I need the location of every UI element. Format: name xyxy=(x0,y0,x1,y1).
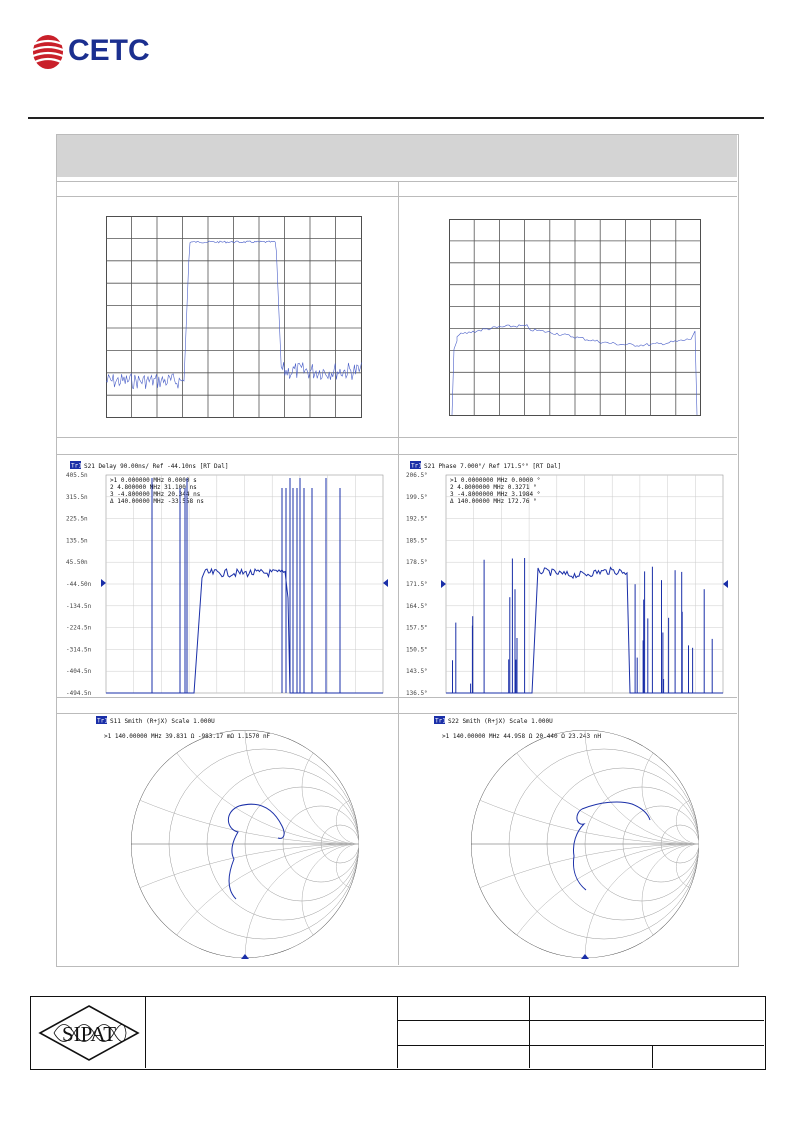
table-title-band xyxy=(57,135,737,177)
delay-marker-delta: Δ 140.00000 MHz -33.558 ns xyxy=(110,498,204,505)
phase-marker-delta: Δ 140.00000 MHz 172.76 ° xyxy=(450,498,537,505)
table-divider xyxy=(57,437,737,438)
delay-marker-3: 3 -4.800000 MHz 20.344 ns xyxy=(110,491,201,498)
y-tick-label: 150.5° xyxy=(406,646,428,654)
footer-row-divider xyxy=(397,1045,764,1046)
y-tick-label: -44.50n xyxy=(66,581,92,588)
y-tick-label: -404.5n xyxy=(66,668,92,676)
footer-divider xyxy=(652,1045,653,1068)
y-tick-label: -314.5n xyxy=(66,646,92,654)
s22-smith-chart xyxy=(404,714,734,964)
s22-marker: >1 140.00000 MHz 44.958 Ω 20.440 Ω 23.243 nH xyxy=(442,733,601,740)
delay-marker-2: 2 4.800000 MHz 31.100 ns xyxy=(110,484,197,491)
table-divider xyxy=(57,697,737,698)
y-tick-label: 225.5n xyxy=(66,515,88,523)
y-tick-label: 192.5° xyxy=(406,515,428,523)
s11-smith-grid xyxy=(64,714,394,964)
y-tick-label: -224.5n xyxy=(66,624,92,632)
trace-tag-label: Tr1 xyxy=(411,462,422,470)
phase-marker-2: 2 4.8000000 MHz 0.3271 ° xyxy=(450,484,537,491)
y-tick-label: 164.5° xyxy=(406,602,428,610)
y-tick-label: 315.5n xyxy=(66,493,88,501)
phase-header: S21 Phase 7.000°/ Ref 171.5°° [RT Dal] xyxy=(424,463,562,470)
trace-tag-label: Tr1 xyxy=(97,717,108,725)
header-rule xyxy=(28,117,764,119)
passband-trace xyxy=(452,325,697,415)
y-tick-label: 143.5° xyxy=(406,668,428,676)
ref-arrow-right xyxy=(723,580,728,588)
cetc-logo-text: CETC xyxy=(68,34,150,67)
ref-arrow-left xyxy=(101,579,106,587)
footer-divider xyxy=(397,996,398,1068)
y-tick-label: 45.50n xyxy=(66,559,88,567)
table-divider xyxy=(57,196,737,197)
footer-divider xyxy=(145,996,146,1068)
table-divider xyxy=(57,181,737,182)
s22-header: S22 Smith (R+jX) Scale 1.000U xyxy=(448,718,553,725)
phase-plot xyxy=(404,458,730,696)
y-tick-label: -134.5n xyxy=(66,602,92,610)
ref-arrow-left xyxy=(441,580,446,588)
s11-marker: >1 140.00000 MHz 39.831 Ω -983.17 mΩ 1.1570 nF xyxy=(104,733,271,740)
s22-smith-grid xyxy=(404,714,734,964)
trace-tag-label: Tr1 xyxy=(435,717,446,725)
trace-tag-label: Tr1 xyxy=(71,462,82,470)
y-tick-label: 171.5° xyxy=(406,581,428,588)
y-tick-label: 405.5n xyxy=(66,472,88,479)
sipat-logo-text: SIPAT xyxy=(61,1022,117,1046)
sipat-logo xyxy=(34,1004,144,1062)
table-column-divider xyxy=(398,181,399,965)
s11-smith-chart xyxy=(64,714,394,964)
passband-plot xyxy=(449,219,701,416)
table-divider xyxy=(57,454,737,455)
y-tick-label: 178.5° xyxy=(406,559,428,567)
y-tick-label: 136.5° xyxy=(406,690,428,696)
y-tick-label: 185.5° xyxy=(406,537,428,545)
y-tick-label: 157.5° xyxy=(406,624,428,632)
frequency-response-plot xyxy=(106,216,362,418)
s11-header: S11 Smith (R+jX) Scale 1.000U xyxy=(110,718,215,725)
delay-marker-1: >1 0.000000 MHz 0.0000 s xyxy=(110,477,197,484)
y-tick-label: -494.5n xyxy=(66,690,92,696)
phase-marker-3: 3 -4.8000000 MHz 3.1984 ° xyxy=(450,491,541,498)
phase-marker-1: >1 0.0000000 MHz 0.0000 ° xyxy=(450,477,541,484)
y-tick-label: 135.5n xyxy=(66,537,88,545)
footer-divider xyxy=(529,996,530,1068)
y-tick-label: 206.5° xyxy=(406,472,428,479)
delay-header: S21 Delay 90.00ns/ Ref -44.10ns [RT Dal] xyxy=(84,463,229,470)
y-tick-label: 199.5° xyxy=(406,493,428,501)
group-delay-plot xyxy=(64,458,390,696)
ref-arrow-right xyxy=(383,579,388,587)
footer-row-divider xyxy=(397,1020,764,1021)
